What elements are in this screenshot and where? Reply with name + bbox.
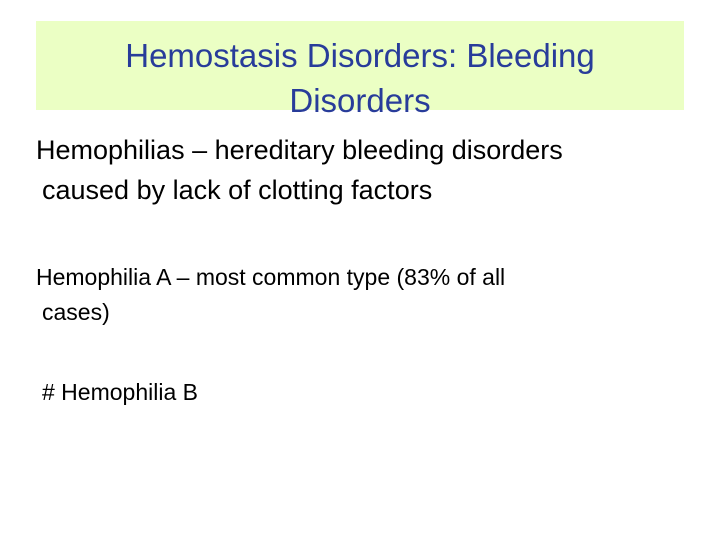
bullet-1-line-2: caused by lack of clotting factors [42,175,433,205]
bullet-2-line-2: cases) [42,299,110,325]
bullet-2-line-1: Hemophilia A – most common type (83% of all [36,264,506,290]
bullet-3-line-1: # Hemophilia B [42,379,198,405]
title-box [36,21,684,119]
slide-title-line-1: Hemostasis Disorders: Bleeding [125,37,595,74]
slide-title-line-2: Disorders [289,82,431,119]
bullet-1-line-1: Hemophilias – hereditary bleeding disorders [36,135,563,165]
